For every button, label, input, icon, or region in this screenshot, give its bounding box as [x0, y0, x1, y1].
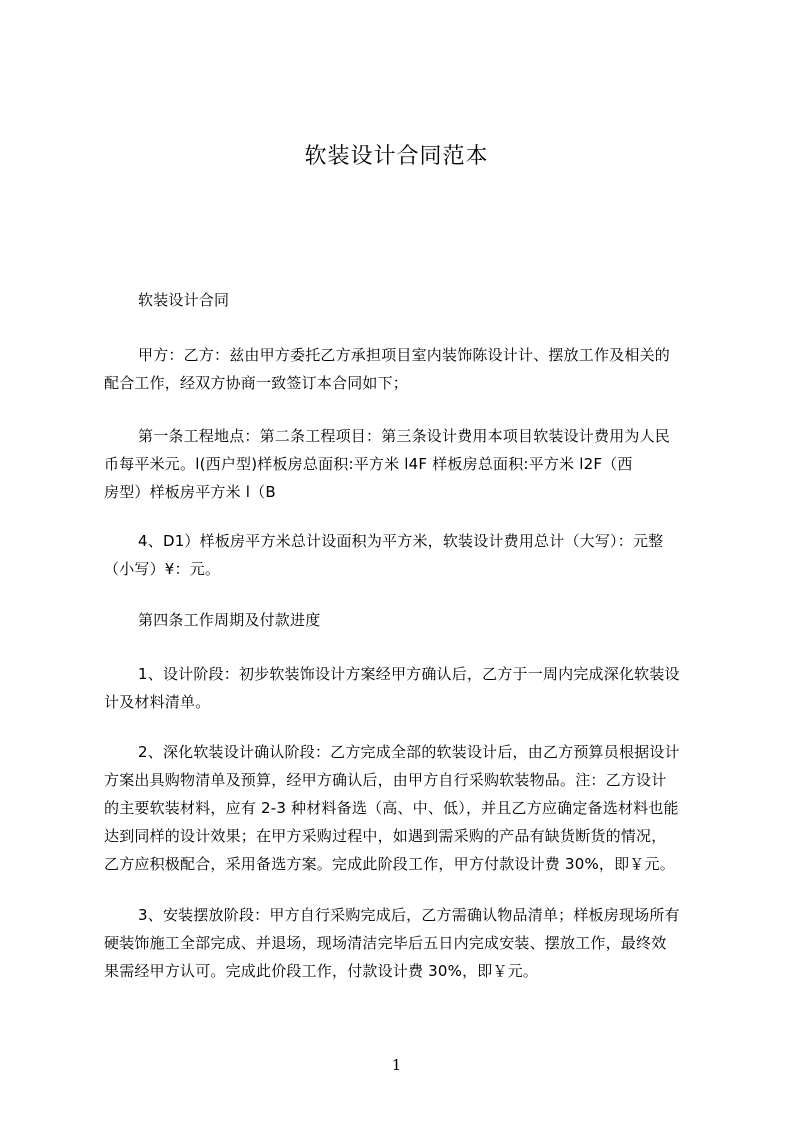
paragraph-article-4-heading [104, 606, 708, 634]
paragraph-line: （小写）¥：元。 [104, 560, 221, 578]
paragraph-line: 软装设计合同 [138, 291, 230, 309]
paragraph-line: 第一条工程地点：第二条工程项目：第三条设计费用本项目软装设计费用为人民 [138, 427, 671, 445]
page-number: 1 [391, 1056, 402, 1074]
paragraph-line: 3、安装摆放阶段：甲方自行采购完成后，乙方需确认物品清单；样板房现场所有 [138, 906, 680, 924]
paragraph-line: 币每平米元。l(西户型)样板房总面积:平方米 l4F 样板房总面积:平方米 l2F（西 [104, 455, 633, 473]
paragraph-installation-stage [104, 901, 708, 985]
paragraph-heading-contract [104, 286, 708, 314]
paragraph-line: 4、D1）样板房平方米总计设面积为平方米，软装设计费用总计（大写）：元整 [138, 532, 664, 550]
paragraph-line: 1、设计阶段：初步软装饰设计方案经甲方确认后，乙方于一周内完成深化软装设 [138, 665, 680, 683]
paragraph-line: 方案出具购物清单及预算，经甲方确认后，由甲方自行采购软装物品。注：乙方设计 [104, 771, 667, 789]
document-title: 软装设计合同范本 [304, 144, 489, 169]
paragraph-line: 的主要软装材料，应有 2-3 种材料备选（高、中、低），并且乙方应确定备选材料也能 [104, 799, 679, 817]
paragraph-line: 乙方应积极配合，采用备选方案。完成此阶段工作，甲方付款设计费 30%，即￥元。 [104, 855, 675, 873]
paragraph-line: 2、深化软装设计确认阶段：乙方完成全部的软装设计后，由乙方预算员根据设计 [138, 743, 680, 761]
paragraph-area-total [104, 527, 708, 583]
paragraph-line: 计及材料清单。 [104, 693, 211, 711]
paragraph-line: 甲方：乙方：兹由甲方委托乙方承担项目室内装饰陈设计计、摆放工作及相关的 [138, 346, 671, 364]
paragraph-deepening-stage [104, 738, 708, 878]
paragraph-articles-1-3 [104, 422, 708, 506]
paragraph-line: 配合工作，经双方协商一致签订本合同如下； [104, 374, 409, 392]
paragraph-line: 果需经甲方认可。完成此价段工作，付款设计费 30%，即￥元。 [104, 962, 539, 980]
paragraph-parties [104, 341, 708, 397]
paragraph-design-stage [104, 660, 708, 716]
paragraph-line: 达到同样的设计效果；在甲方采购过程中，如遇到需采购的产品有缺货断货的情况， [104, 827, 667, 845]
paragraph-line: 硬装饰施工全部完成、并退场，现场清洁完毕后五日内完成安装、摆放工作，最终效 [104, 934, 667, 952]
paragraph-line: 房型）样板房平方米 l（B [104, 483, 276, 501]
paragraph-line: 第四条工作周期及付款进度 [138, 611, 321, 629]
